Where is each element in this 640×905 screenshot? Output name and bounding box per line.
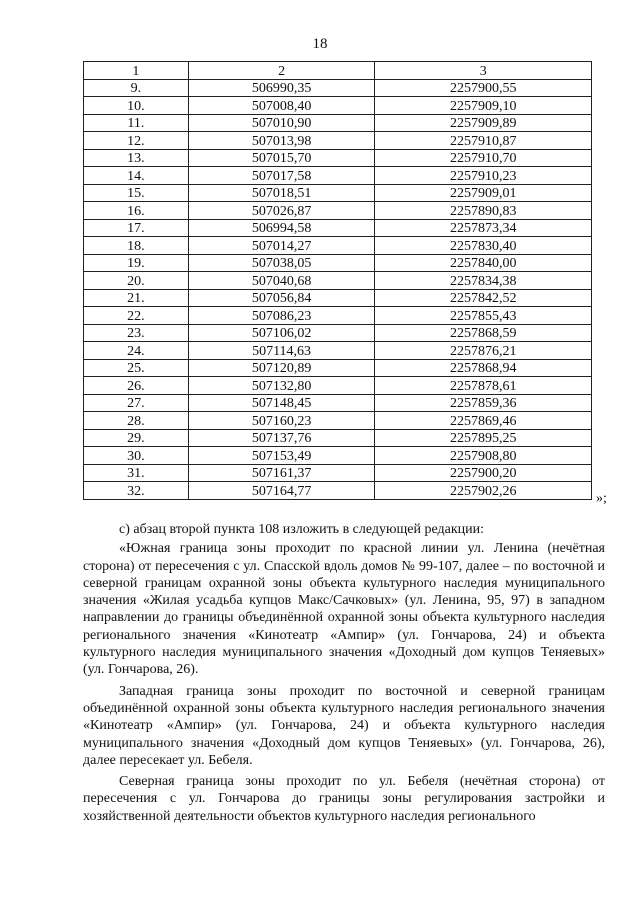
table-row: [84, 114, 592, 132]
coordinate-x-cell: 507018,51: [188, 184, 375, 202]
coordinate-y-cell: 2257900,55: [375, 79, 592, 97]
coordinate-y-cell: 2257873,34: [375, 219, 592, 237]
table-row: [84, 202, 592, 220]
point-number-cell: 18.: [84, 237, 189, 255]
point-number-cell: 26.: [84, 377, 189, 395]
table-row: [84, 482, 592, 500]
coordinate-y-cell: 2257902,26: [375, 482, 592, 500]
point-number-cell: 14.: [84, 167, 189, 185]
column-header: 2: [188, 62, 375, 80]
page-number: 18: [312, 36, 328, 52]
table-row: [84, 377, 592, 395]
coordinate-x-cell: 507164,77: [188, 482, 375, 500]
table-row: [84, 289, 592, 307]
point-number-cell: 12.: [84, 132, 189, 150]
coordinate-y-cell: 2257900,20: [375, 464, 592, 482]
coordinate-x-cell: 507010,90: [188, 114, 375, 132]
table-row: [84, 324, 592, 342]
point-number-cell: 23.: [84, 324, 189, 342]
point-number-cell: 15.: [84, 184, 189, 202]
table-row: [84, 412, 592, 430]
table-body: [84, 79, 592, 499]
point-number-cell: 13.: [84, 149, 189, 167]
coordinate-y-cell: 2257909,89: [375, 114, 592, 132]
table-row: [84, 359, 592, 377]
coordinate-y-cell: 2257855,43: [375, 307, 592, 325]
coordinate-x-cell: 507008,40: [188, 97, 375, 115]
point-number-cell: 30.: [84, 447, 189, 465]
coordinate-x-cell: 507086,23: [188, 307, 375, 325]
point-number-cell: 19.: [84, 254, 189, 272]
coordinate-x-cell: 507148,45: [188, 394, 375, 412]
table-row: [84, 447, 592, 465]
coordinate-y-cell: 2257910,87: [375, 132, 592, 150]
table-row: [84, 184, 592, 202]
table-row: [84, 272, 592, 290]
table-row: [84, 342, 592, 360]
coordinate-x-cell: 507040,68: [188, 272, 375, 290]
table-row: [84, 429, 592, 447]
table-row: [84, 237, 592, 255]
coordinate-y-cell: 2257859,36: [375, 394, 592, 412]
coordinate-x-cell: 507137,76: [188, 429, 375, 447]
point-number-cell: 16.: [84, 202, 189, 220]
paragraph: «Южная граница зоны проходит по красной линии ул. Ленина (нечётная сторона) от пересечения с ул. Спасской вдоль домов № 99-107, далее – по восточной и северной границам охранной зоны объекта культурного наследия муниципального значения «Жилая усадьба купцов Макс/Сачковых» (ул. Ленина, 95, 97) в западном направлении до границы объединённой охранной зоны объекта культурного наследия регионального значения «Кинотеатр «Ампир» (ул. Гончарова, 24) и объекта культурного наследия муниципального значения «Доходный дом купцов Теняевых» (ул. Гончарова, 26).: [83, 541, 605, 678]
point-number-cell: 11.: [84, 114, 189, 132]
table-row: [84, 167, 592, 185]
point-number-cell: 10.: [84, 97, 189, 115]
table-row: [84, 307, 592, 325]
coordinate-y-cell: 2257868,94: [375, 359, 592, 377]
coordinates-table: [83, 61, 592, 500]
table-row: [84, 464, 592, 482]
point-number-cell: 31.: [84, 464, 189, 482]
coordinate-x-cell: 507015,70: [188, 149, 375, 167]
paragraph: Северная граница зоны проходит по ул. Бебеля (нечётная сторона) от пересечения с ул. Гончарова до границы зоны регулирования застройки и хозяйственной деятельности объектов культурного наследия регионального: [83, 774, 605, 824]
table-end-mark: »;: [596, 491, 607, 506]
point-number-cell: 29.: [84, 429, 189, 447]
coordinate-x-cell: 507056,84: [188, 289, 375, 307]
coordinate-y-cell: 2257869,46: [375, 412, 592, 430]
coordinate-x-cell: 507106,02: [188, 324, 375, 342]
coordinate-x-cell: 507013,98: [188, 132, 375, 150]
table-row: [84, 132, 592, 150]
coordinate-x-cell: 507014,27: [188, 237, 375, 255]
point-number-cell: 20.: [84, 272, 189, 290]
coordinate-x-cell: 507038,05: [188, 254, 375, 272]
coordinate-x-cell: 507161,37: [188, 464, 375, 482]
table-row: [84, 97, 592, 115]
table-row: [84, 394, 592, 412]
coordinate-y-cell: 2257840,00: [375, 254, 592, 272]
coordinate-y-cell: 2257895,25: [375, 429, 592, 447]
table-row: [84, 254, 592, 272]
coordinate-y-cell: 2257890,83: [375, 202, 592, 220]
coordinate-y-cell: 2257910,70: [375, 149, 592, 167]
point-number-cell: 17.: [84, 219, 189, 237]
coordinate-y-cell: 2257842,52: [375, 289, 592, 307]
coordinate-y-cell: 2257909,01: [375, 184, 592, 202]
point-number-cell: 9.: [84, 79, 189, 97]
point-number-cell: 24.: [84, 342, 189, 360]
column-header: 1: [84, 62, 189, 80]
point-number-cell: 25.: [84, 359, 189, 377]
coordinate-x-cell: 507120,89: [188, 359, 375, 377]
paragraph: с) абзац второй пункта 108 изложить в следующей редакции:: [119, 522, 485, 537]
coordinate-y-cell: 2257834,38: [375, 272, 592, 290]
point-number-cell: 27.: [84, 394, 189, 412]
coordinate-x-cell: 507114,63: [188, 342, 375, 360]
coordinate-y-cell: 2257908,80: [375, 447, 592, 465]
coordinate-x-cell: 507026,87: [188, 202, 375, 220]
coordinate-x-cell: 506990,35: [188, 79, 375, 97]
point-number-cell: 21.: [84, 289, 189, 307]
point-number-cell: 28.: [84, 412, 189, 430]
coordinate-y-cell: 2257830,40: [375, 237, 592, 255]
coordinate-y-cell: 2257910,23: [375, 167, 592, 185]
column-header: 3: [375, 62, 592, 80]
coordinate-y-cell: 2257878,61: [375, 377, 592, 395]
coordinate-x-cell: 507132,80: [188, 377, 375, 395]
coordinate-x-cell: 507017,58: [188, 167, 375, 185]
table-row: [84, 79, 592, 97]
coordinate-x-cell: 507153,49: [188, 447, 375, 465]
table-header-row: [84, 62, 592, 80]
paragraph: Западная граница зоны проходит по восточной и северной границам объединённой охранной зоны объекта культурного наследия регионального значения «Кинотеатр «Ампир» (ул. Гончарова, 24) и объекта культурного наследия муниципального значения «Доходный дом купцов Теняевых» (ул. Гончарова, 26), далее пересекает ул. Бебеля.: [83, 683, 605, 768]
table-row: [84, 219, 592, 237]
coordinate-y-cell: 2257909,10: [375, 97, 592, 115]
point-number-cell: 32.: [84, 482, 189, 500]
coordinate-x-cell: 507160,23: [188, 412, 375, 430]
coordinate-y-cell: 2257876,21: [375, 342, 592, 360]
table-row: [84, 149, 592, 167]
coordinate-y-cell: 2257868,59: [375, 324, 592, 342]
document-text: [83, 521, 605, 829]
point-number-cell: 22.: [84, 307, 189, 325]
coordinate-x-cell: 506994,58: [188, 219, 375, 237]
